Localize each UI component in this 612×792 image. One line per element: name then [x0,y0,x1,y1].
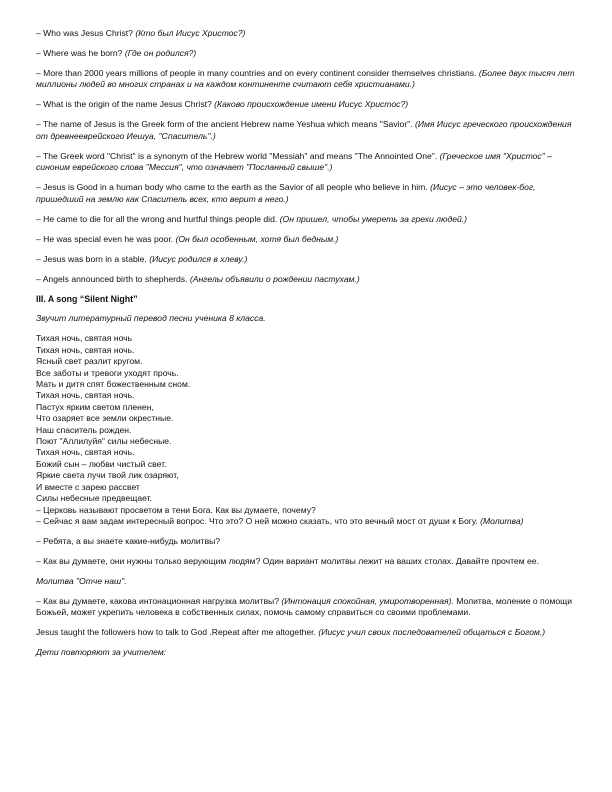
explanation-text: Молитва, моление о помощи Божьей, может укрепить человека в собственных силах, помочь самому справиться со своими проблемами. [36,595,573,618]
english-text: – Who was Jesus Christ? [36,28,133,38]
english-text: – He came to die for all the wrong and hurtful things people did. [36,213,278,224]
russian-translation: (Он был особенным, хотя был бедным.) [175,233,339,244]
question-text: – Как вы думаете, какова интонационная нагрузка молитвы? [36,595,279,606]
qa-item [36,28,584,39]
text-column [36,28,584,667]
english-text: – Jesus was born in a stable. [36,253,147,264]
answer-text: (Молитва) [480,515,524,526]
lyric-line: Силы небесные предвещает. [36,493,153,504]
english-text: – Where was he born? [36,48,123,58]
lyric-line: Поют "Аллилуйя" силы небесные. [36,436,172,447]
qa-item [36,234,584,245]
final-note-text: Дети повторяют за учителем: [36,647,167,658]
russian-translation: (Ангелы объявили о рождении пастухам.) [189,273,360,284]
russian-translation: (Имя Иисус греческого происхождения от древнееврейского Иешуа, "Спаситель".) [36,119,572,141]
translation-note [36,313,584,324]
translation-note-text: Звучит литературный перевод песни ученика 8 класса. [36,313,266,324]
qa-item [36,99,584,110]
prayer-title [36,576,584,587]
song-lyrics [36,333,584,516]
prayer-question [36,516,584,527]
lyric-line: Все заботы и тревоги уходят прочь. [36,367,179,378]
english-text: Jesus taught the followers how to talk to God .Repeat after me altogether. [36,627,316,638]
church-question: – Церковь называют просветом в тени Бога. Как вы думаете, почему? [36,504,316,515]
lyric-line: Что озаряет все земли окрестные. [36,413,174,424]
lyric-line: Ясный свет разлит кругом. [36,356,143,367]
english-text: – He was special even he was poor. [36,233,174,244]
lyric-line: Божий сын – любви чистый свет. [36,458,167,469]
english-text: – The Greek word "Christ" is a synonym of the Hebrew world "Messiah" and means "The Annointed One". [36,150,438,161]
lyric-line: Тихая ночь, святая ночь. [36,447,135,458]
english-text: – Jesus is Good in a human body who came to the earth as the Savior of all people who believe in him. [36,182,428,193]
qa-item [36,274,584,285]
russian-translation: (Каково происхождение имени Иисус Христос?) [214,99,409,110]
lyric-line: Наш спаситель рожден. [36,424,132,435]
russian-translation: (Иисус – это человек-бог, пришедший на землю как Спаситель всех, кто верит в него.) [36,182,536,204]
lyric-line: И вместе с зарею рассвет [36,481,140,492]
lyric-line: Мать и дитя спят божественным сном. [36,379,191,390]
english-text: – Angels announced birth to shepherds. [36,273,188,284]
section-heading: III. A song “Silent Night” [36,293,138,304]
believers-question: – Как вы думаете, они нужны только верующим людям? Один вариант молитвы лежит на ваших столах. Давайте прочтем ее. [36,555,539,566]
russian-translation: (Он пришел, чтобы умереть за грехи людей.) [279,213,468,224]
qa-item [36,214,584,225]
qa-item [36,182,584,205]
russian-translation: (Кто был Иисус Христос?) [135,28,246,38]
question-text: – Сейчас я вам задам интересный вопрос. Что это? О ней можно сказать, что это вечный мост от души к Богу. [36,515,478,526]
qa-item [36,151,584,174]
english-text: – More than 2000 years millions of people in many countries and on every continent consider themselves christians. [36,68,477,78]
russian-translation: (Где он родился?) [124,48,197,58]
russian-translation: (Греческое имя "Христос" – синоним еврейского слова "Мессия", что означает "Посланный свыше".) [36,150,552,173]
russian-translation: (Иисус родился в хлеву.) [149,253,248,264]
russian-translation: (Иисус учил своих последователей общаться с Богом.) [318,627,546,638]
qa-item [36,48,584,59]
qa-item [36,119,584,142]
qa-item [36,68,584,91]
english-text: – What is the origin of the name Jesus Christ? [36,99,212,110]
prayer-known-question: – Ребята, а вы знаете какие-нибудь молитвы? [36,535,221,546]
lyric-line: Яркие света лучи твой лик озаряют, [36,470,179,481]
lyric-line: Пастух ярким светом пленен, [36,401,154,412]
final-note [36,647,584,658]
lyric-line: Тихая ночь, святая ночь. [36,390,135,401]
lyric-line: Тихая ночь, святая ночь. [36,344,135,355]
repeat-instruction [36,627,584,638]
intonation-question [36,596,584,619]
prayer-title-text: Молитва "Отче наш". [36,575,127,586]
answer-text: (Интонация спокойная, умиротворенная). [281,595,454,606]
russian-translation: (Более двух тысяч лет миллионы людей во многих странах и на каждом континенте считают себя христианами.) [36,68,575,90]
english-text: – The name of Jesus is the Greek form of the ancient Hebrew name Yeshua which means "Savior". [36,119,413,130]
qa-item [36,254,584,265]
lyric-line: Тихая ночь, святая ночь [36,333,133,344]
